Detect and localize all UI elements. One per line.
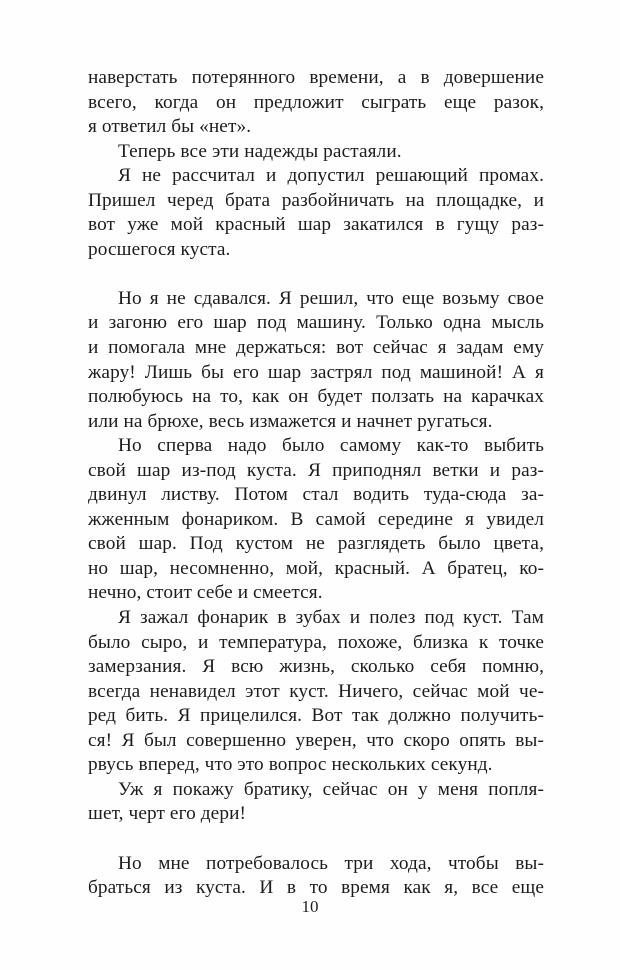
text-line: Я не рассчитал и допустил решающий промах. <box>118 165 544 187</box>
text-line: и помогала мне держаться: вот сейчас я задам ему <box>88 337 544 359</box>
text-line: жженным фонариком. В самой середине я увидел <box>88 508 544 530</box>
text-line: полюбуюсь на то, как он будет ползать на карачках <box>88 386 544 408</box>
text-line: ся! Я был совершенно уверен, что скоро опять вы- <box>88 729 544 751</box>
text-line: свой шар из-под куста. Я приподнял ветки и раз- <box>88 459 544 481</box>
text-line: двинул листву. Потом стал водить туда-сюда за- <box>88 484 544 506</box>
text-line: Но мне потребовалось три хода, чтобы вы- <box>118 852 544 874</box>
text-line: наверстать потерянного времени, а в довершение <box>88 67 544 88</box>
text-line: я ответил бы «нет». <box>88 116 252 138</box>
text-line: браться из куста. И в то время как я, все еще <box>88 877 544 899</box>
text-line: было сыро, и температура, похоже, близка к точке <box>88 631 544 653</box>
text-line: росшегося куста. <box>88 238 231 260</box>
text-line: жару! Лишь бы его шар застрял под машиной! А я <box>88 361 544 383</box>
body-text <box>88 66 544 901</box>
text-line: шет, черт его дери! <box>88 803 247 825</box>
text-line: Теперь все эти надежды растаяли. <box>118 140 402 162</box>
text-line: всегда ненавидел этот куст. Ничего, сейчас мой че- <box>88 680 544 702</box>
text-line: и загоню его шар под машину. Только одна мысль <box>88 312 544 334</box>
text-line: замерзания. Я всю жизнь, сколько себя помню, <box>88 656 544 678</box>
text-line: Пришел черед брата разбойничать на площадке, и <box>88 189 544 211</box>
text-line: но шар, несомненно, мой, красный. А братец, ко- <box>88 557 544 579</box>
text-line: или на брюхе, весь измажется и начнет ругаться. <box>88 410 493 432</box>
paragraph-gap <box>88 827 544 852</box>
text-line: Я зажал фонарик в зубах и полез под куст. Там <box>118 607 544 629</box>
text-line: всего, когда он предложит сыграть еще разок, <box>88 91 544 113</box>
text-line: рвусь вперед, что это вопрос нескольких секунд. <box>88 754 493 776</box>
text-line: Но я не сдавался. Я решил, что еще возьму свое <box>118 287 544 309</box>
text-line: вот уже мой красный шар закатился в гущу раз- <box>88 214 544 236</box>
text-line: свой шар. Под кустом не разглядеть было цвета, <box>88 533 544 555</box>
text-line: нечно, стоит себе и смеется. <box>88 582 323 604</box>
text-line: Но сперва надо было самому как-то выбить <box>118 435 544 457</box>
text-line: ред бить. Я прицелился. Вот так должно получить- <box>88 705 544 727</box>
page-number: 10 <box>301 897 319 916</box>
text-line: Уж я покажу братику, сейчас он у меня попля- <box>118 778 544 800</box>
paragraph-gap <box>88 262 544 287</box>
